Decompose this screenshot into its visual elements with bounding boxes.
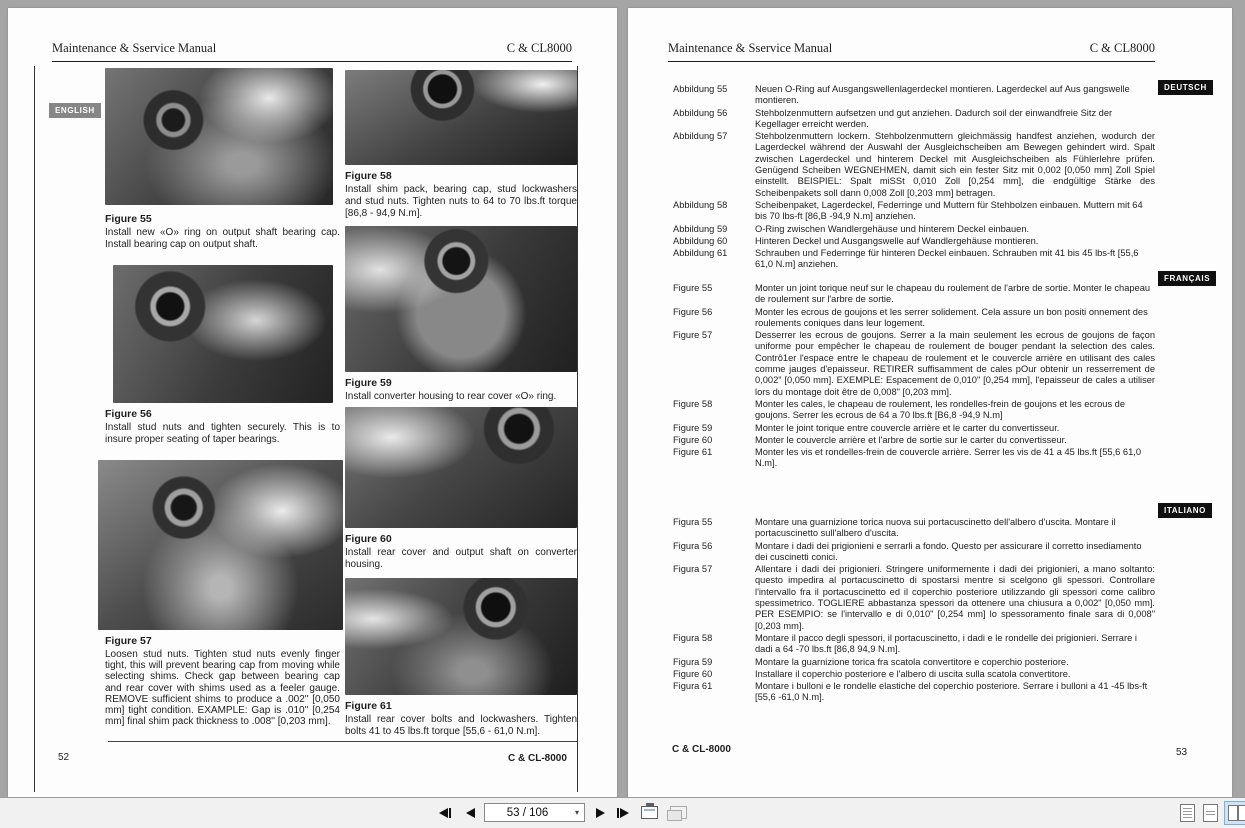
previous-page-button[interactable] — [460, 804, 480, 822]
row-text: Monter les ecrous de goujons et les serrer solidement. Cela assure un bon positi onnement des roulements coniques dans leur logement. — [755, 306, 1148, 328]
translation-row — [673, 681, 1155, 704]
row-label: Abbildung 61 — [673, 248, 728, 259]
left-page-icon — [1228, 805, 1238, 821]
triangle-right-icon — [596, 808, 605, 818]
row-text: Montare una guarnizione torica nuova sui portacuscinetto dell'albero d'uscita. Montare il portacuscinetto sull'albero d'uscita. — [755, 517, 1116, 539]
row-text: Schrauben und Federringe für hinteren Deckel einbauen. Schrauben mit 41 bis 45 lbs-ft [55,6 61,0 N.m] anziehen. — [755, 248, 1139, 270]
row-label: Figura 56 — [673, 540, 713, 551]
row-label: Figura 59 — [673, 656, 713, 667]
translation-row — [673, 84, 1155, 107]
translation-row — [673, 399, 1155, 422]
language-badge-english: ENGLISH — [49, 103, 101, 118]
row-text: Installare il coperchio posteriore e l'albero di uscita sulla scatola convertitore. — [755, 668, 1071, 679]
row-label: Abbildung 58 — [673, 199, 728, 210]
figure-58-photo — [345, 70, 577, 165]
translation-row — [673, 283, 1155, 306]
translation-row — [673, 330, 1155, 398]
row-label: Figure 61 — [673, 447, 713, 458]
row-label: Figure 60 — [673, 434, 713, 445]
header-model: C & CL8000 — [1089, 41, 1155, 55]
figure-57-photo — [98, 460, 343, 630]
row-text: Neuen O-Ring auf Ausgangswellenlagerdeckel montieren. Lagerdeckel auf Aus gangswelle montieren. — [755, 84, 1130, 106]
translation-row — [673, 131, 1155, 199]
single-page-view-icon[interactable] — [1180, 804, 1195, 822]
triangle-left-icon — [466, 808, 475, 818]
figure-61-photo — [345, 578, 577, 695]
translation-row — [673, 447, 1155, 470]
window-titlebar-icon — [644, 809, 655, 811]
row-text: Monter le joint torique entre couvercle arrière et le carter du convertisseur. — [755, 422, 1060, 433]
row-text: Allentare i dadi dei prigionieri. Stringere uniformemente i dadi dei prigionieri, a mano soltanto: questo impedira al portacuscinetto di spostarsi mentre si scelgono gli spessori. Controllare l'intervallo fra il portacuscinetto ed il coperchio posteriore utilizzando gli spessori come calibro spessimetrico. TOGLIERE abbastanza spessori da ottenere una chiusura a 0,002" [0,050 mm]. PER ESEMPIO: se l'intervallo e di 0,010" [0,254 mm] lo spessoramento finale sara di 0,008" [0,203 mm]. — [755, 564, 1155, 631]
next-page-button[interactable] — [590, 804, 610, 822]
row-label: Figure 59 — [673, 422, 713, 433]
header-title: Maintenance & Sservice Manual — [668, 41, 833, 55]
language-badge-francais: FRANÇAIS — [1158, 271, 1216, 286]
section-francais — [673, 283, 1155, 471]
figure-57-caption: Loosen stud nuts. Tighten stud nuts evenly finger tight, this will prevent bearing cap from moving while selecting shims. Check gap between bearing cap and rear cover with shims used as a feeler gauge. REMOVE sufficient shims to produce a .002'' [0,050 mm] tight condition. EXAMPLE: Gap is .010'' [0,254 mm] final shim pack thickness to .008'' [0,203 mm]. — [105, 649, 340, 728]
row-text: Montare il pacco degli spessori, il portacuscinetto, i dadi e le rondelle dei prigionieri. Serrare i dadi a 64 -70 lbs.ft [86,8 94,9 N.m]. — [755, 632, 1137, 655]
translation-row — [673, 224, 1155, 235]
figure-60-photo — [345, 407, 577, 528]
figure-59-title: Figure 59 — [345, 377, 392, 389]
page-header — [668, 41, 1155, 62]
figure-58-title: Figure 58 — [345, 170, 392, 182]
translation-row — [673, 564, 1155, 632]
header-model: C & CL8000 — [506, 41, 572, 55]
translation-row — [673, 657, 1155, 668]
language-badge-italiano: ITALIANO — [1158, 503, 1212, 518]
page-header — [52, 41, 572, 62]
figure-57-title: Figure 57 — [105, 635, 152, 647]
row-label: Figure 55 — [673, 283, 713, 293]
figure-56-title: Figure 56 — [105, 408, 152, 420]
window-copy-icon — [667, 810, 682, 821]
translation-row — [673, 633, 1155, 656]
row-text: Montare la guarnizione torica fra scatola convertitore e coperchio posteriore. — [755, 656, 1069, 667]
text-lines-icon — [1183, 808, 1192, 818]
row-text: Scheibenpaket, Lagerdeckel, Federringe und Muttern für Stehbolzen einbauen. Muttern mit 64 bis 70 lbs-ft [86,B -94,9 N.m] anziehen. — [755, 199, 1143, 222]
figure-56-caption: Install stud nuts and tighten securely. This is to insure proper seating of taper bearings. — [105, 422, 340, 445]
translation-row — [673, 423, 1155, 434]
bar-icon — [449, 808, 452, 818]
row-label: Abbildung 56 — [673, 107, 728, 118]
row-text: Monter un joint torique neuf sur le chapeau du roulement de l'arbre de sortie. Monter le chapeau de roulement sur l'arbre de sortie. — [755, 283, 1151, 305]
translation-row — [673, 435, 1155, 446]
translation-row — [673, 541, 1155, 564]
row-label: Abbildung 59 — [673, 223, 728, 234]
translation-row — [673, 248, 1155, 271]
figure-56-photo — [113, 265, 333, 403]
row-text: Montare i bulloni e le rondelle elastiche del coperchio posteriore. Serrare i bulloni a 41 -45 lbs-ft [55,6 -61,0 N.m]. — [755, 681, 1148, 703]
last-page-button[interactable] — [613, 804, 633, 822]
row-text: O-Ring zwischen Wandlergehäuse und hinterem Deckel einbauen. — [755, 223, 1030, 234]
figure-59-photo — [345, 226, 577, 372]
right-page-icon — [1238, 805, 1245, 821]
continuous-view-icon[interactable] — [1203, 804, 1218, 822]
figure-61-title: Figure 61 — [345, 700, 392, 712]
footer-rule — [108, 741, 577, 742]
figure-60-title: Figure 60 — [345, 533, 392, 545]
translation-row — [673, 669, 1155, 680]
translation-row — [673, 307, 1155, 330]
row-label: Figure 56 — [673, 306, 713, 317]
footer-model: C & CL-8000 — [672, 744, 731, 755]
section-deutsch — [673, 84, 1155, 272]
translation-row — [673, 200, 1155, 223]
first-page-button[interactable] — [435, 804, 455, 822]
page-indicator-input[interactable] — [484, 803, 585, 822]
facing-pages-view-icon[interactable] — [1224, 801, 1245, 825]
row-label: Figure 57 — [673, 330, 713, 341]
translation-row — [673, 517, 1155, 540]
figure-55-caption: Install new «O» ring on output shaft bearing cap. Install bearing cap on output shaft. — [105, 227, 340, 250]
triangle-left-icon — [439, 808, 448, 818]
figure-61-caption: Install rear cover bolts and lockwashers. Tighten bolts 41 to 45 lbs.ft torque [55,6 - 61,0 N.m]. — [345, 714, 577, 737]
row-label: Figura 58 — [673, 632, 713, 643]
row-label: Figure 58 — [673, 398, 713, 409]
language-badge-deutsch: DEUTSCH — [1158, 80, 1213, 95]
document-page-52 — [8, 8, 617, 797]
translation-row — [673, 236, 1155, 247]
scan-border-right — [577, 66, 578, 792]
row-text: Monter les vis et rondelles-frein de couvercle arrière. Serrer les vis de 41 a 45 lbs.ft [55,6 61,0 N.m]. — [755, 447, 1142, 469]
row-text: Monter les cales, le chapeau de roulement, les rondelles-frein de goujons et les ecrous de goujons. Serrer les ecrous de 64 a 70 lbs.ft [B6,8 -94,9 N.m] — [755, 398, 1126, 421]
page-indicator-value: 53 / 106 — [506, 806, 549, 819]
duplicate-window-icon[interactable] — [670, 806, 687, 819]
figure-60-caption: Install rear cover and output shaft on converter housing. — [345, 547, 577, 570]
footer-model: C & CL-8000 — [508, 753, 567, 764]
scan-border-left — [34, 66, 35, 792]
page-number: 53 — [1176, 747, 1188, 758]
figure-55-photo — [105, 68, 333, 205]
row-text: Hinteren Deckel und Ausgangswelle auf Wandlergehäuse montieren. — [755, 235, 1039, 246]
triangle-right-icon — [620, 808, 629, 818]
document-page-53 — [628, 8, 1232, 797]
row-label: Figure 60 — [673, 668, 713, 679]
translation-row — [673, 108, 1155, 131]
page-number: 52 — [58, 752, 70, 763]
row-text: Stehbolzenmuttern lockern. Stehbolzenmuttern gleichmässig handfest anziehen, wodurch der Lagerdeckel während der Auswahl der Ausgleichscheiben am Bewegen gehindert wird. Spalt zwischen Lagerdeckel und hinterem Deckel mit Ausgleichscheiben als Fühlerlehre prüfen. Genügend Scheiben WEGNEHMEN, damit sich ein fester Sitz mit 0,002 [0,050 mm] Zoll Spiel einstellt. BEISPIEL: Spalt miSSt 0,010 Zoll [0,254 mm], die endgültige Stärke des Scheibenpakets soll dann 0,008 Zoll [0,203 mm] betragen. — [755, 131, 1155, 198]
row-text: Montare i dadi dei prigionieni e serrarli a fondo. Questo per assicurare il corretto insediamento dei cuscinetti conici. — [755, 540, 1142, 562]
row-label: Figura 61 — [673, 681, 713, 692]
header-title: Maintenance & Sservice Manual — [52, 41, 217, 55]
figure-58-caption: Install shim pack, bearing cap, stud lockwashers and stud nuts. Tighten nuts to 64 to 70 lbs.ft torque [86,8 - 94,9 N.m]. — [345, 184, 577, 219]
figure-59-caption: Install converter housing to rear cover «O» ring. — [345, 391, 557, 402]
text-lines-icon — [1206, 811, 1215, 816]
row-label: Abbildung 55 — [673, 84, 728, 94]
viewer-toolbar — [0, 797, 1245, 828]
row-label: Figura 55 — [673, 517, 713, 527]
window-tab-icon — [646, 803, 654, 806]
bar-icon — [617, 808, 620, 818]
row-label: Abbildung 60 — [673, 235, 728, 246]
figure-55-title: Figure 55 — [105, 213, 152, 225]
row-text: Desserrer les ecrous de goujons. Serrer a la main seulement les ecrous de goujons de façon uniforme pour empêcher le chapeau de roulement de bouger pendant la selection des cales. Contrô1er l'espace entre le chapeau de roulement et le couvercle arrière en utilisant des cales comme jauges d'epaisseur. RETIRER suffisamment de cales pOur obtenir un resserrement de 0,002" [0,050 mm]. EXEMPLE: Espacement de 0,010" [0,254 mm], l'epaisseur de cales a utiliser lors du montage doit être de 0,008" [0,203 mm]. — [755, 330, 1155, 397]
row-label: Figura 57 — [673, 564, 713, 575]
row-text: Monter le couvercle arrière et l'arbre de sortie sur le carter du convertisseur. — [755, 434, 1067, 445]
chevron-down-icon[interactable]: ▾ — [574, 808, 579, 817]
new-window-icon[interactable] — [641, 806, 658, 819]
section-italiano — [673, 517, 1155, 705]
row-text: Stehbolzenmuttern aufsetzen und gut anziehen. Dadurch soil der einwandfreie Sitz der Kegellager erreicht werden. — [755, 107, 1113, 129]
row-label: Abbildung 57 — [673, 131, 728, 142]
